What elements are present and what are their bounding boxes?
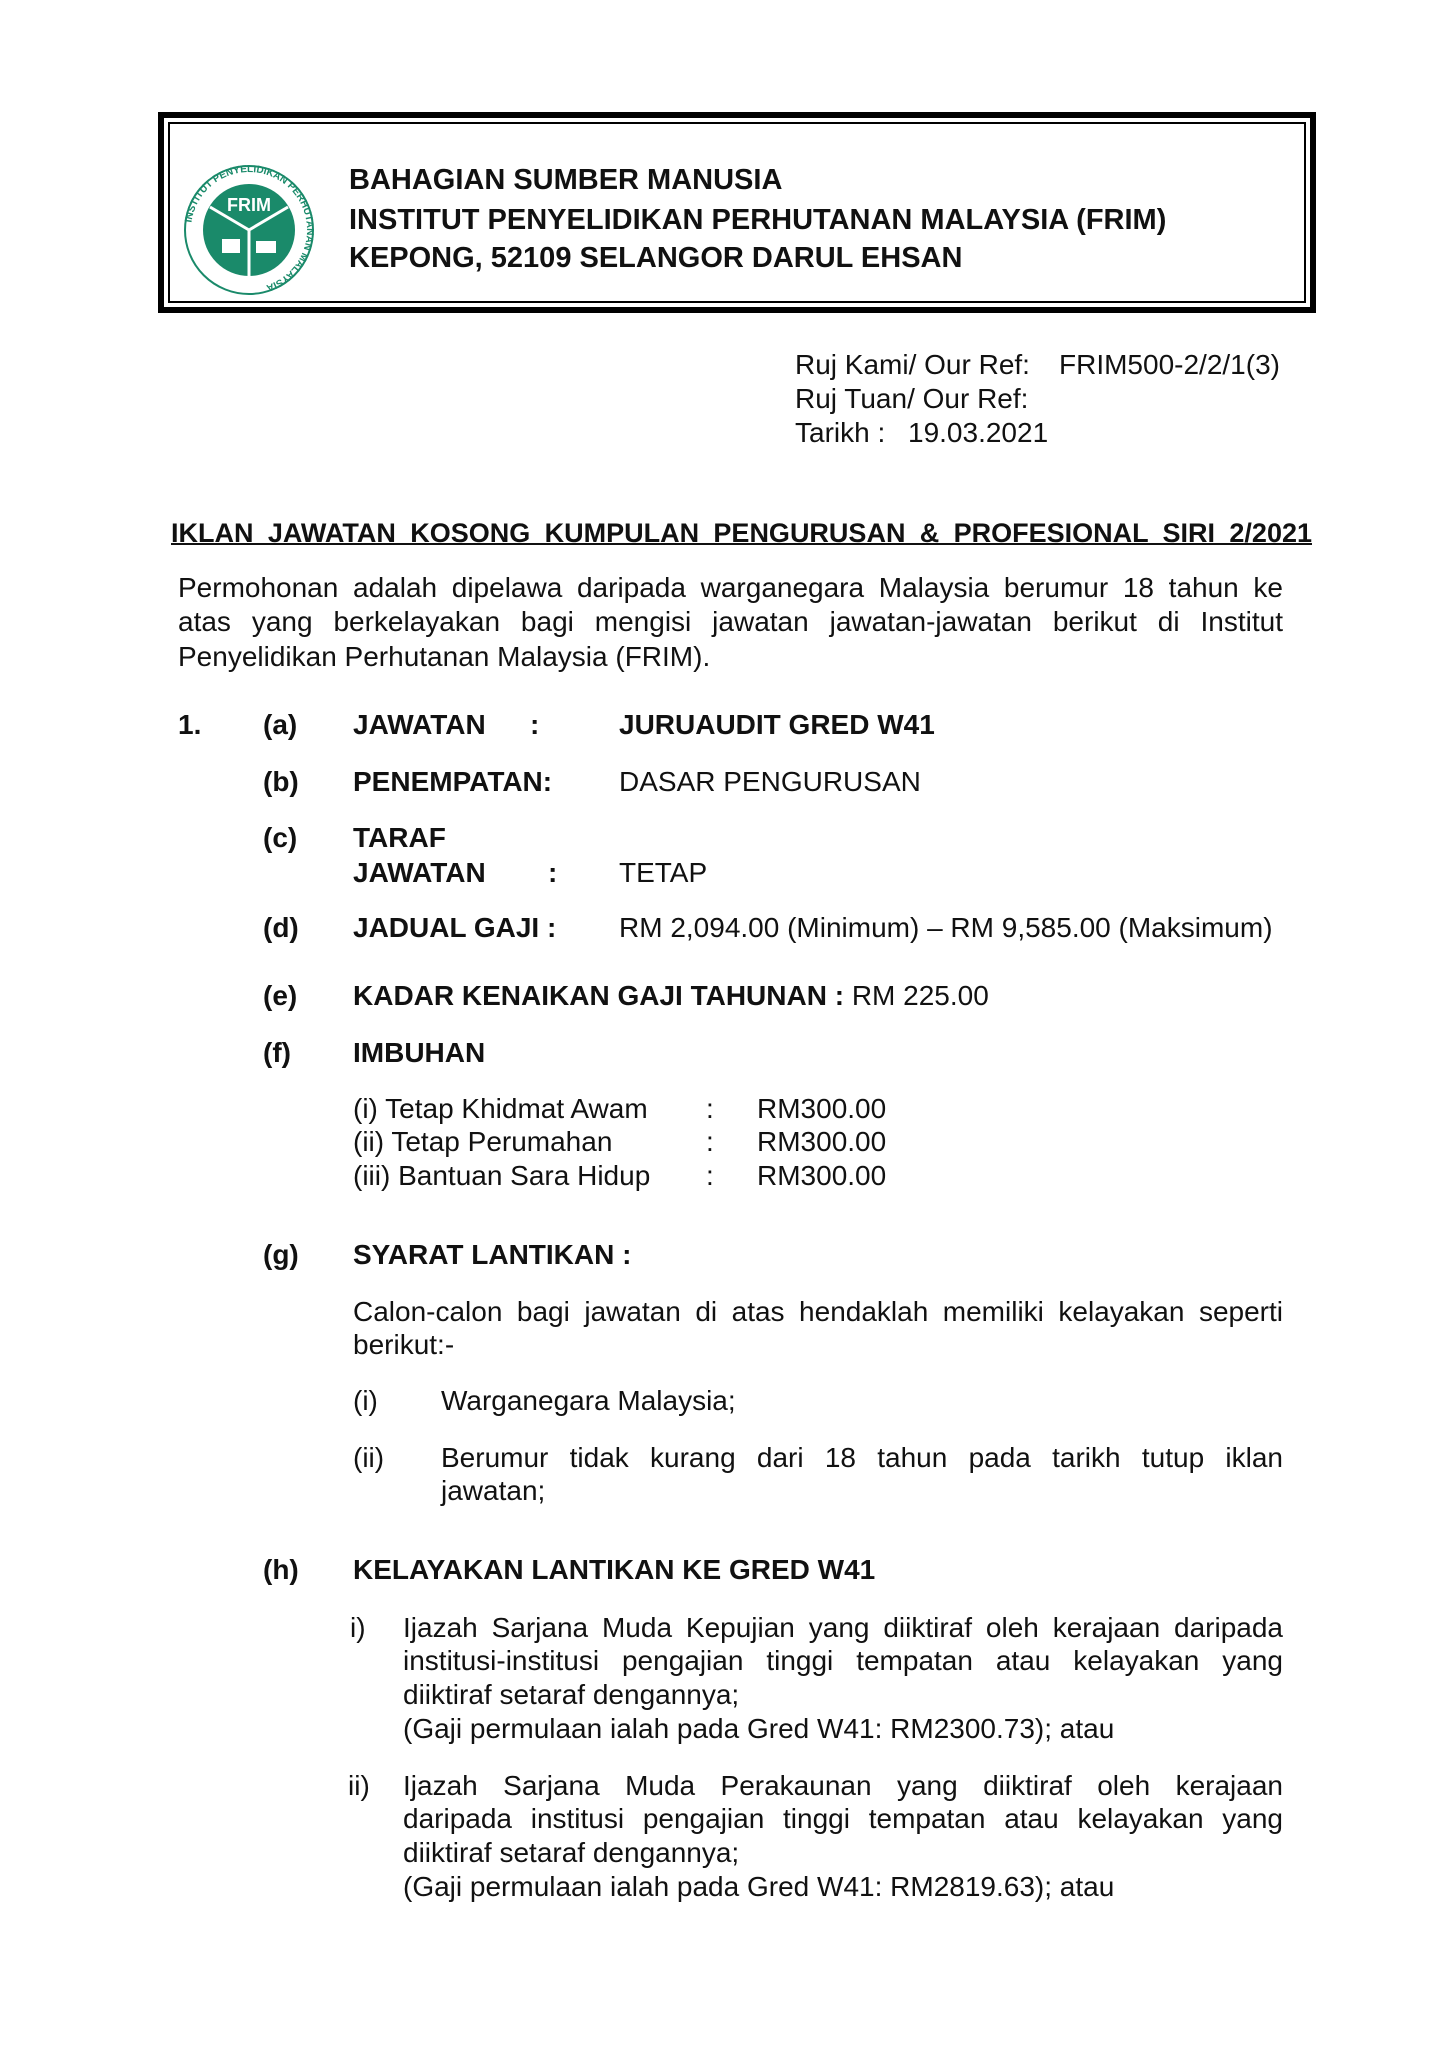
item-c-letter: (c) [263, 822, 298, 853]
item-h-letter: (h) [263, 1554, 299, 1585]
item-c-colon: : [548, 857, 558, 888]
qualification-line: diiktiraf setaraf dengannya; [403, 1837, 740, 1868]
your-ref-label: Ruj Tuan/ Our Ref: [795, 383, 1029, 414]
intro-line: atas yang berkelayakan bagi mengisi jawatan jawatan-jawatan berikut di Institut [178, 606, 1283, 637]
conditions-intro-line: Calon-calon bagi jawatan di atas hendaklah memiliki kelayakan seperti [353, 1296, 1283, 1327]
item-f-label: IMBUHAN [353, 1037, 486, 1068]
date-value: 19.03.2021 [908, 417, 1049, 448]
qualification-line: diiktiraf setaraf dengannya; [403, 1679, 740, 1710]
allowance-value: RM300.00 [757, 1126, 887, 1157]
qualification-num: i) [350, 1612, 366, 1643]
item-f-letter: (f) [263, 1037, 291, 1068]
condition-line: Warganegara Malaysia; [441, 1385, 736, 1416]
item-d-letter: (d) [263, 912, 299, 943]
svg-text:INSTITUT PENYELIDIKAN PERHUTAN: INSTITUT PENYELIDIKAN PERHUTANAN MALAYSIA [183, 163, 316, 294]
item-b-value: DASAR PENGURUSAN [619, 766, 921, 797]
item-d-label: JADUAL GAJI : [353, 912, 557, 943]
item-d-value: RM 2,094.00 (Minimum) – RM 9,585.00 (Maksimum) [619, 912, 1273, 943]
item-e-label: KADAR KENAIKAN GAJI TAHUNAN : [353, 980, 845, 1011]
qualification-line: Ijazah Sarjana Muda Perakaunan yang diiktiraf oleh kerajaan [403, 1770, 1283, 1801]
item-a-colon: : [530, 709, 540, 740]
item-h-label: KELAYAKAN LANTIKAN KE GRED W41 [353, 1554, 876, 1585]
letterhead-line-2: INSTITUT PENYELIDIKAN PERHUTANAN MALAYSIA (FRIM) [349, 204, 1167, 236]
conditions-intro-line: berikut:- [353, 1329, 455, 1360]
qualification-line: (Gaji permulaan ialah pada Gred W41: RM2300.73); atau [403, 1713, 1115, 1744]
letterhead-line-1: BAHAGIAN SUMBER MANUSIA [349, 164, 783, 196]
item-g-letter: (g) [263, 1239, 299, 1270]
item-c-label-1: TARAF [353, 822, 446, 853]
allowance-value: RM300.00 [757, 1160, 887, 1191]
allowance-colon: : [706, 1126, 714, 1157]
date-label: Tarikh : [795, 417, 886, 448]
letterhead-line-3: KEPONG, 52109 SELANGOR DARUL EHSAN [349, 242, 963, 274]
allowance-name: (i) Tetap Khidmat Awam [353, 1093, 648, 1124]
condition-num: (ii) [353, 1442, 385, 1473]
our-ref-value: FRIM500-2/2/1(3) [1059, 349, 1280, 380]
item-b-label: PENEMPATAN: [353, 766, 553, 797]
condition-line: Berumur tidak kurang dari 18 tahun pada tarikh tutup iklan [441, 1442, 1283, 1473]
item-number: 1. [178, 709, 202, 740]
qualification-num: ii) [348, 1770, 370, 1801]
allowance-value: RM300.00 [757, 1093, 887, 1124]
item-c-label-2: JAWATAN [353, 857, 486, 888]
allowance-colon: : [706, 1160, 714, 1191]
item-g-label: SYARAT LANTIKAN : [353, 1239, 632, 1270]
item-e-letter: (e) [263, 980, 298, 1011]
condition-line: jawatan; [441, 1475, 546, 1506]
qualification-line: (Gaji permulaan ialah pada Gred W41: RM2819.63); atau [403, 1871, 1115, 1902]
intro-line: Permohonan adalah dipelawa daripada warganegara Malaysia berumur 18 tahun ke [178, 572, 1283, 603]
qualification-line: Ijazah Sarjana Muda Kepujian yang diiktiraf oleh kerajaan daripada [403, 1612, 1283, 1643]
svg-text:FRIM: FRIM [227, 195, 271, 215]
item-a-letter: (a) [263, 709, 298, 740]
condition-num: (i) [353, 1385, 378, 1416]
item-a-label: JAWATAN [353, 709, 486, 740]
item-c-value: TETAP [619, 857, 708, 888]
item-a-value: JURUAUDIT GRED W41 [619, 709, 935, 740]
frim-logo [176, 163, 322, 297]
intro-line: Penyelidikan Perhutanan Malaysia (FRIM). [178, 641, 711, 672]
allowance-name: (iii) Bantuan Sara Hidup [353, 1160, 651, 1191]
item-e-line [353, 980, 989, 1012]
document-title: IKLAN JAWATAN KOSONG KUMPULAN PENGURUSAN & PROFESIONAL SIRI 2/2021 [171, 518, 1312, 548]
item-e-value: RM 225.00 [851, 980, 989, 1011]
allowance-colon: : [706, 1093, 714, 1124]
item-b-letter: (b) [263, 766, 299, 797]
qualification-line: daripada institusi pengajian tinggi tempatan atau kelayakan yang [403, 1803, 1283, 1834]
qualification-line: institusi-institusi pengajian tinggi tempatan atau kelayakan yang [403, 1645, 1283, 1676]
our-ref-label: Ruj Kami/ Our Ref: [795, 349, 1030, 380]
allowance-name: (ii) Tetap Perumahan [353, 1126, 613, 1157]
